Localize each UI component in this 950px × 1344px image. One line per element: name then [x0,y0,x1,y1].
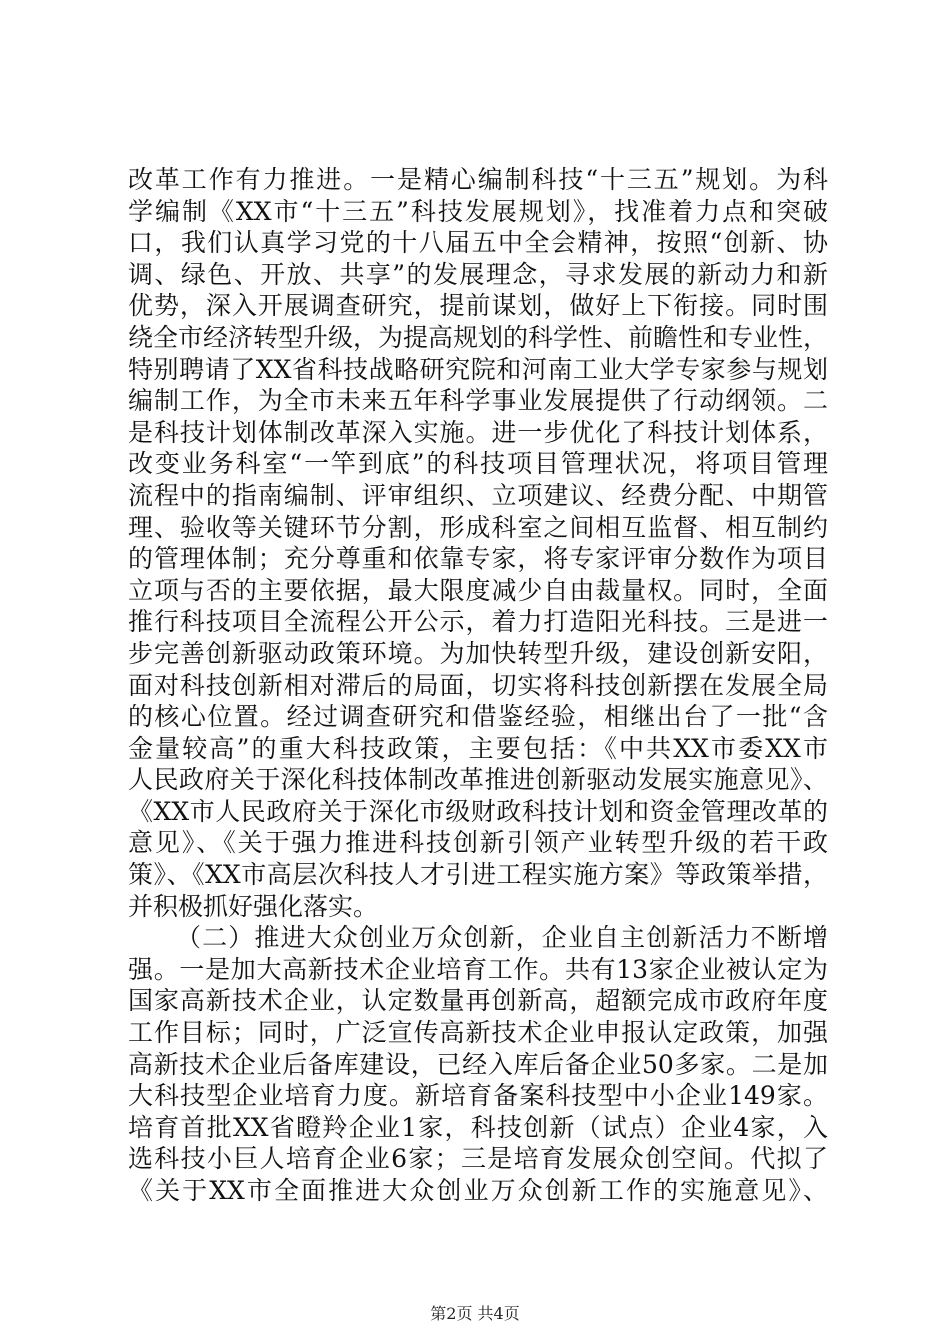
text-line: 推行科技项目全流程公开公示，着力打造阳光科技。三是进一 [128,607,828,637]
text-line: 特别聘请了XX省科技战略研究院和河南工业大学专家参与规划 [128,354,828,384]
text-line: 是科技计划体制改革深入实施。进一步优化了科技计划体系， [128,417,828,447]
text-line: 的核心位置。经过调查研究和借鉴经验，相继出台了一批“含 [128,702,828,732]
text-line: 培育首批XX省瞪羚企业1家，科技创新（试点）企业4家，入 [128,1112,828,1142]
body-text [128,164,828,1207]
text-line: 人民政府关于深化科技体制改革推进创新驱动发展实施意见》、 [128,765,828,795]
text-line: 面对科技创新相对滞后的局面，切实将科技创新摆在发展全局 [128,670,828,700]
text-line: 优势，深入开展调查研究，提前谋划，做好上下衔接。同时围 [128,291,828,321]
text-line: 高新技术企业后备库建设，已经入库后备企业50多家。二是加 [128,1049,828,1079]
text-line: 并积极抓好强化落实。 [128,891,379,921]
text-line: 强。一是加大高新技术企业培育工作。共有13家企业被认定为 [128,954,828,984]
text-line: 立项与否的主要依据，最大限度减少自由裁量权。同时，全面 [128,575,828,605]
text-line: 大科技型企业培育力度。新培育备案科技型中小企业149家。 [128,1081,828,1111]
text-line: 《XX市人民政府关于深化市级财政科技计划和资金管理改革的 [128,796,828,826]
text-line-indented: （二）推进大众创业万众创新，企业自主创新活力不断增 [176,923,828,953]
text-line: 改变业务科室“一竿到底”的科技项目管理状况，将项目管理 [128,449,828,479]
text-line: 口，我们认真学习党的十八届五中全会精神，按照“创新、协 [128,228,828,258]
text-line: 金量较高”的重大科技政策，主要包括：《中共XX市委XX市 [128,733,828,763]
text-line: 的管理体制；充分尊重和依靠专家，将专家评审分数作为项目 [128,544,828,574]
text-line: 策》、《XX市高层次科技人才引进工程实施方案》等政策举措， [128,860,828,890]
text-line: 选科技小巨人培育企业6家；三是培育发展众创空间。代拟了 [128,1144,828,1174]
text-line: 流程中的指南编制、评审组织、立项建议、经费分配、中期管 [128,480,828,510]
text-line: 步完善创新驱动政策环境。为加快转型升级，建设创新安阳， [128,638,828,668]
text-line: 编制工作，为全市未来五年科学事业发展提供了行动纲领。二 [128,386,828,416]
text-line: 绕全市经济转型升级，为提高规划的科学性、前瞻性和专业性， [128,322,828,352]
text-line: 工作目标；同时，广泛宣传高新技术企业申报认定政策，加强 [128,1018,828,1048]
text-line: 改革工作有力推进。一是精心编制科技“十三五”规划。为科 [128,165,828,194]
text-line: 学编制《XX市“十三五”科技发展规划》，找准着力点和突破 [128,196,828,226]
text-line: 调、绿色、开放、共享”的发展理念，寻求发展的新动力和新 [128,259,828,289]
text-line: 意见》、《关于强力推进科技创新引领产业转型升级的若干政 [128,828,828,858]
text-line: 《关于XX市全面推进大众创业万众创新工作的实施意见》、 [128,1176,828,1205]
page-number-footer: 第2页 共4页 [430,1304,520,1323]
text-line: 国家高新技术企业，认定数量再创新高，超额完成市政府年度 [128,986,828,1016]
text-line: 理、验收等关键环节分割，形成科室之间相互监督、相互制约 [128,512,828,542]
